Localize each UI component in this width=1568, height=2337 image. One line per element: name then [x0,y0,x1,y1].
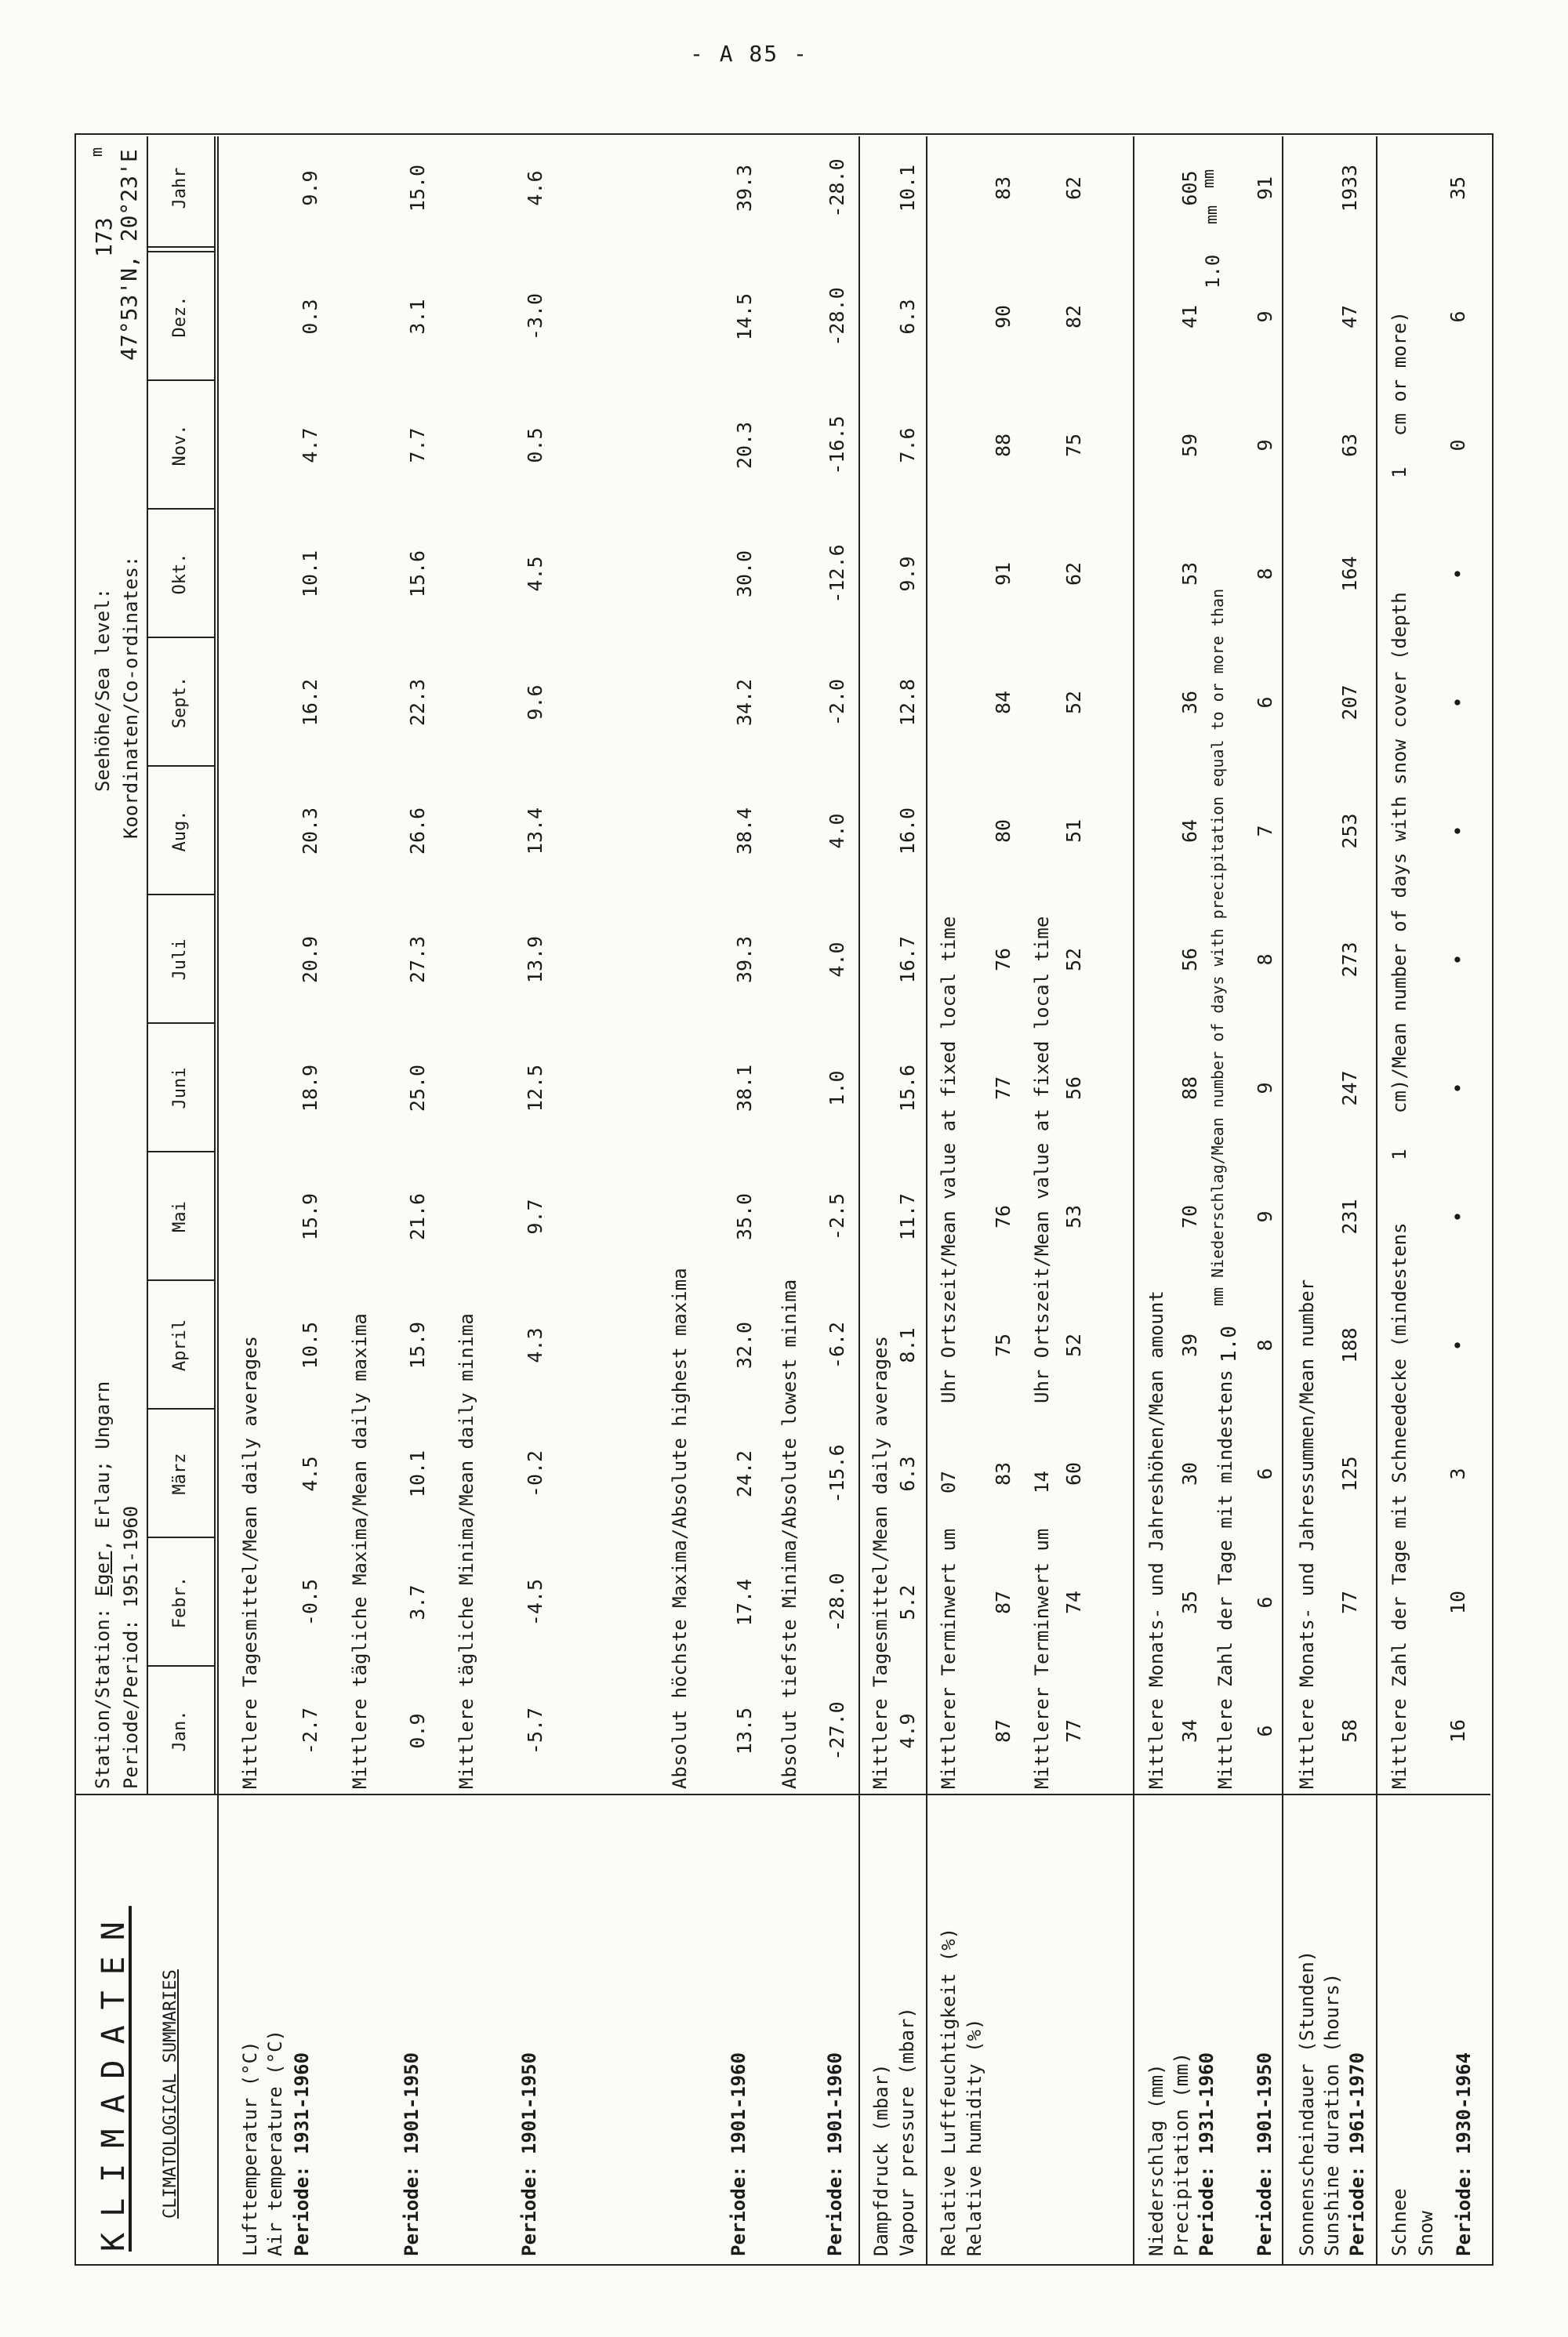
header-top-line [147,136,148,1795]
caption-precip-days-b: mm Niederschlag/Mean number of days with precipitation equal to or more than [1208,588,1227,1306]
air-temp-absmin-row-cell: 4.0 [826,813,848,849]
air-temp-max-row-cell: 15.0 [406,164,429,212]
caption-precip-amount: Mittlere Monats- und Jahreshöhen/Mean amount [1145,1290,1167,1789]
snow-days-row-cell: • [1446,1082,1469,1094]
caption-humidity-2b: Uhr Ortszeit/Mean value at fixed local time [1031,916,1053,1403]
air-temp-max-row-cell: 7.7 [406,427,429,463]
station-city: Eger [92,1551,114,1597]
air-temp-label-de: Lufttemperatur (°C) [239,2041,261,2256]
period-label: Periode/Period: [120,1619,142,1789]
precip-days-row-cell: 9 [1254,310,1276,323]
air-temp-absmin-row-cell: -6.2 [826,1321,848,1370]
humidity-07-row-cell: 87 [992,1718,1014,1744]
snow-days-row-cell: • [1446,696,1469,709]
vapour-label-de: Dampfdruck (mbar) [870,2063,892,2256]
snow-days-row-cell: • [1446,825,1469,837]
precip-amount-row-cell: 56 [1178,947,1201,972]
month-header-8: Aug. [170,810,190,852]
table-title: KLIMADATEN [96,1906,132,2252]
period-line [122,1506,140,1789]
humidity-14-row-cell: 82 [1062,304,1085,329]
air-temp-min-row-cell: 13.4 [524,807,546,855]
humidity-14-row-cell: 56 [1062,1076,1085,1101]
vapour-row-cell: 6.3 [896,299,919,335]
air-temp-absmax-row-cell: 24.2 [733,1450,756,1498]
air-temp-mean-row-cell: -0.5 [299,1578,321,1627]
month-divider [147,1279,214,1281]
air-temp-absmax-row-cell: 20.3 [733,421,756,470]
month-divider [147,379,214,381]
precip-days-row-cell: 7 [1254,825,1276,837]
precip-label-de: Niederschlag (mm) [1145,2063,1167,2256]
precip-amount-row-cell: 36 [1178,690,1201,715]
sunshine-row-cell: 273 [1338,942,1361,978]
precip-days-row-cell: 9 [1254,1210,1276,1223]
vapour-row-cell: 10.1 [896,164,919,212]
caption-vapour: Mittlere Tagesmittel/Mean daily averages [869,1336,891,1789]
caption-snow-c: cm or more) [1388,311,1410,436]
snow-label-de: Schnee [1388,2188,1410,2256]
vapour-row-cell: 4.9 [896,1713,919,1749]
air-temp-absmax-row-cell: 13.5 [733,1707,756,1755]
sunshine-row-cell: 253 [1338,813,1361,849]
vapour-row-cell: 9.9 [896,556,919,592]
humidity-14-row-cell: 52 [1062,690,1085,715]
humidity-07-row-cell: 87 [992,1590,1014,1615]
station-label: Station/Station: [92,1607,114,1789]
air-temp-min-row-cell: -4.5 [524,1578,546,1627]
humidity-14-row-cell: 62 [1062,561,1085,586]
air-temp-min-row-cell: 4.3 [524,1327,546,1363]
humidity-14-row-cell: 75 [1062,433,1085,458]
snow-days-row-cell: 35 [1446,176,1469,201]
precip-amount-row-cell: 88 [1178,1076,1201,1101]
air-temp-absmin-row-cell: 1.0 [826,1070,848,1106]
humidity-07-row-cell: 88 [992,433,1014,458]
air-temp-label-en: Air temperature (°C) [264,2030,286,2256]
vapour-row-cell: 5.2 [896,1584,919,1620]
coords-label: Koordinaten/Co-ordinates: [120,555,142,839]
month-header-11: Nov. [170,424,190,466]
month-divider [147,894,214,895]
caption-air-absmax: Absolut höchste Maxima/Absolute highest maxima [669,1268,691,1789]
humidity-14-row-cell: 53 [1062,1204,1085,1229]
label-column-divider [74,1794,1490,1795]
humidity-14-row-cell: 62 [1062,176,1085,201]
sunshine-period: Periode: 1961-1970 [1346,2052,1368,2256]
sunshine-row-cell: 188 [1338,1327,1361,1363]
air-temp-absmax-row-cell: 32.0 [733,1321,756,1370]
station-line [93,1381,112,1789]
air-temp-absmax-row-cell: 38.4 [733,807,756,855]
snow-label-en: Snow [1415,2211,1437,2256]
sunshine-row-cell: 1933 [1338,164,1361,212]
sunshine-row-cell: 47 [1338,304,1361,329]
section-divider [1282,136,1283,2266]
humidity-07-row-cell: 75 [992,1333,1014,1358]
precip-label-en: Precipitation (mm) [1171,2052,1192,2256]
humidity-07-row-cell: 76 [992,1204,1014,1229]
humidity-14-row-cell: 52 [1062,947,1085,972]
humidity-14-row-cell: 51 [1062,818,1085,844]
precip-amount-row-cell: 34 [1178,1718,1201,1744]
section-divider [1133,136,1134,2266]
climate-table [74,133,1494,2266]
caption-sunshine: Mittlere Monats- und Jahressummen/Mean number [1296,1279,1318,1789]
precip-days-row-cell: 6 [1254,1725,1276,1737]
air-temp-min-row-cell: 9.6 [524,684,546,720]
air-temp-absmin-row-cell: -16.5 [826,416,848,475]
air-temp-period-1: Periode: 1931-1960 [291,2052,313,2256]
air-temp-mean-row-cell: 20.9 [299,935,321,984]
humidity-07-row-cell: 80 [992,818,1014,844]
caption-precip-days-num2: 1.0 [1202,254,1224,288]
air-temp-mean-row-cell: 4.5 [299,1456,321,1492]
caption-snow-a: Mittlere Zahl der Tage mit Schneedecke (mindestens [1388,1222,1410,1789]
page-number: - A 85 - [690,41,808,67]
air-temp-max-row-cell: 26.6 [406,807,429,855]
caption-air-max: Mittlere tägliche Maxima/Mean daily maxima [349,1313,371,1789]
sunshine-row-cell: 164 [1338,556,1361,592]
air-temp-period-4: Periode: 1901-1960 [728,2052,750,2256]
caption-air-min: Mittlere tägliche Minima/Mean daily minima [456,1313,477,1789]
air-temp-mean-row-cell: 9.9 [299,170,321,206]
humidity-07-row-cell: 83 [992,1461,1014,1486]
precip-amount-row-cell: 30 [1178,1461,1201,1486]
precip-days-row-cell: 9 [1254,1082,1276,1094]
snow-days-row-cell: 16 [1446,1718,1469,1744]
vapour-row-cell: 6.3 [896,1456,919,1492]
humidity-14-row-cell: 52 [1062,1333,1085,1358]
air-temp-absmin-row-cell: -27.0 [826,1701,848,1761]
air-temp-absmax-row-cell: 38.1 [733,1064,756,1112]
table-subtitle: CLIMATOLOGICAL SUMMARIES [161,1969,180,2219]
air-temp-min-row-cell: 0.5 [524,427,546,463]
humidity-07-row-cell: 91 [992,561,1014,586]
snow-days-row-cell: • [1446,1210,1469,1223]
caption-snow-num: 1 [1388,1149,1410,1160]
precip-days-row-cell: 91 [1254,176,1276,201]
air-temp-min-row-cell: 4.5 [524,556,546,592]
air-temp-min-row-cell: -5.7 [524,1707,546,1755]
table-border [74,133,1494,2266]
caption-snow-b: cm)/Mean number of days with snow cover (depth [1388,592,1410,1113]
precip-amount-row-cell: 35 [1178,1590,1201,1615]
sunshine-row-cell: 58 [1338,1718,1361,1744]
month-divider [147,1537,214,1538]
air-temp-absmax-row-cell: 35.0 [733,1192,756,1241]
sunshine-row-cell: 231 [1338,1199,1361,1235]
rotated-table [74,133,1494,2266]
sunshine-label-de: Sonnenscheindauer (Stunden) [1296,1950,1318,2256]
air-temp-mean-row-cell: 10.5 [299,1321,321,1370]
air-temp-max-row-cell: 15.9 [406,1321,429,1370]
month-header-13: Jahr [170,167,190,209]
precip-amount-row-cell: 64 [1178,818,1201,844]
air-temp-absmax-row-cell: 39.3 [733,164,756,212]
snow-period: Periode: 1930-1964 [1453,2052,1475,2256]
station-rest: , Erlau; Ungarn [92,1381,114,1551]
sea-level-label: Seehöhe/Sea level: [92,587,114,792]
humidity-07-row-cell: 83 [992,176,1014,201]
precip-amount-row-cell: 39 [1178,1333,1201,1358]
vapour-row-cell: 16.0 [896,807,919,855]
air-temp-min-row-cell: 12.5 [524,1064,546,1112]
caption-humidity-1b: Uhr Ortszeit/Mean value at fixed local time [938,916,960,1403]
air-temp-mean-row-cell: 10.1 [299,550,321,598]
month-divider [147,508,214,510]
air-temp-absmin-row-cell: -15.6 [826,1444,848,1504]
precip-amount-row-cell: 605 [1178,170,1201,206]
vapour-row-cell: 8.1 [896,1327,919,1363]
caption-precip-unit: mm [1199,169,1218,188]
snow-days-row-cell: • [1446,1339,1469,1352]
humidity-07-row-cell: 77 [992,1076,1014,1101]
month-header-9: Sept. [170,676,190,729]
air-temp-absmin-row-cell: -2.0 [826,678,848,727]
caption-precip-days-a: Mittlere Zahl der Tage mit mindestens [1214,1370,1236,1789]
snow-days-row-cell: 6 [1446,310,1469,323]
humidity-14-row-cell: 74 [1062,1590,1085,1615]
vapour-row-cell: 16.7 [896,935,919,984]
air-temp-max-row-cell: 21.6 [406,1192,429,1241]
coords-value: 47°53'N, 20°23'E [116,149,142,361]
month-divider [147,251,214,252]
sea-level-value: 173 [91,217,117,257]
air-temp-mean-row-cell: 18.9 [299,1064,321,1112]
month-header-6: Juni [170,1067,190,1109]
humidity-14-row-cell: 77 [1062,1718,1085,1744]
air-temp-min-row-cell: -0.2 [524,1450,546,1498]
humidity-07-row-cell: 90 [992,304,1014,329]
section-divider [1376,136,1377,2266]
air-temp-mean-row-cell: -2.7 [299,1707,321,1755]
precip-amount-row-cell: 41 [1178,304,1201,329]
sea-level-unit: m [87,147,106,157]
caption-humidity-1-hour: 07 [938,1471,960,1493]
precip-days-row-cell: 6 [1254,1468,1276,1480]
section-divider [858,136,860,2266]
snow-days-row-cell: 3 [1446,1468,1469,1480]
vapour-label-en: Vapour pressure (mbar) [896,2007,918,2256]
humidity-label-en: Relative humidity (%) [964,2018,985,2256]
precip-amount-row-cell: 70 [1178,1204,1201,1229]
air-temp-period-3: Periode: 1901-1950 [518,2052,540,2256]
air-temp-max-row-cell: 25.0 [406,1064,429,1112]
snow-days-row-cell: • [1446,953,1469,966]
vapour-row-cell: 15.6 [896,1064,919,1112]
caption-snow-num2: 1 [1388,466,1410,478]
month-divider-double [147,246,214,248]
month-header-4: April [170,1319,190,1372]
month-header-10: Okt. [170,553,190,595]
humidity-14-row-cell: 60 [1062,1461,1085,1486]
air-temp-max-row-cell: 0.9 [406,1713,429,1749]
vapour-row-cell: 11.7 [896,1192,919,1241]
month-divider [147,1151,214,1152]
air-temp-mean-row-cell: 16.2 [299,678,321,727]
humidity-label-de: Relative Luftfeuchtigkeit (%) [938,1927,960,2256]
air-temp-max-row-cell: 15.6 [406,550,429,598]
air-temp-mean-row-cell: 0.3 [299,299,321,335]
precip-period-2: Periode: 1901-1950 [1254,2052,1276,2256]
humidity-07-row-cell: 76 [992,947,1014,972]
precip-days-row-cell: 8 [1254,1339,1276,1352]
precip-days-row-cell: 9 [1254,439,1276,452]
caption-humidity-1a: Mittlerer Terminwert um [938,1528,960,1789]
snow-days-row-cell: • [1446,568,1469,580]
month-divider [147,1665,214,1667]
air-temp-min-row-cell: -3.0 [524,292,546,341]
sunshine-row-cell: 247 [1338,1070,1361,1106]
air-temp-min-row-cell: 4.6 [524,170,546,206]
air-temp-max-row-cell: 3.1 [406,299,429,335]
air-temp-max-row-cell: 3.7 [406,1584,429,1620]
precip-amount-row-cell: 53 [1178,561,1201,586]
precip-amount-row-cell: 59 [1178,433,1201,458]
air-temp-absmin-row-cell: -28.0 [826,287,848,347]
month-header-7: Juli [170,938,190,981]
sunshine-label-en: Sunshine duration (hours) [1321,1972,1343,2256]
air-temp-absmax-row-cell: 14.5 [733,292,756,341]
air-temp-mean-row-cell: 15.9 [299,1192,321,1241]
section-divider [217,136,219,2266]
caption-precip-days-unit: mm [1202,205,1221,224]
air-temp-max-row-cell: 22.3 [406,678,429,727]
air-temp-absmin-row-cell: -2.5 [826,1192,848,1241]
sunshine-row-cell: 63 [1338,433,1361,458]
period-value: 1951-1960 [120,1505,142,1608]
month-header-12: Dez. [170,296,190,338]
air-temp-max-row-cell: 27.3 [406,935,429,984]
air-temp-absmax-row-cell: 30.0 [733,550,756,598]
caption-humidity-2-hour: 14 [1031,1471,1053,1493]
month-header-3: März [170,1453,190,1495]
sunshine-row-cell: 77 [1338,1590,1361,1615]
air-temp-mean-row-cell: 4.7 [299,427,321,463]
month-header-2: Febr. [170,1576,190,1629]
air-temp-absmax-row-cell: 34.2 [733,678,756,727]
air-temp-absmax-row-cell: 39.3 [733,935,756,984]
month-header-1: Jan. [170,1710,190,1752]
precip-period-1: Periode: 1931-1960 [1196,2052,1218,2256]
precip-days-row-cell: 8 [1254,568,1276,580]
snow-days-row-cell: 10 [1446,1590,1469,1615]
air-temp-absmin-row-cell: -28.0 [826,158,848,218]
air-temp-absmin-row-cell: -28.0 [826,1573,848,1632]
precip-days-row-cell: 6 [1254,1596,1276,1609]
caption-air-absmin: Absolut tiefste Minima/Absolute lowest minima [779,1279,800,1789]
vapour-row-cell: 12.8 [896,678,919,727]
air-temp-max-row-cell: 10.1 [406,1450,429,1498]
month-divider [147,1022,214,1024]
precip-days-row-cell: 8 [1254,953,1276,966]
sunshine-row-cell: 125 [1338,1456,1361,1492]
air-temp-period-2: Periode: 1901-1950 [401,2052,423,2256]
air-temp-period-5: Periode: 1901-1960 [824,2052,846,2256]
sunshine-row-cell: 207 [1338,684,1361,720]
caption-humidity-2a: Mittlerer Terminwert um [1031,1528,1053,1789]
air-temp-absmin-row-cell: -12.6 [826,544,848,604]
month-header-5: Mai [170,1201,190,1232]
month-divider [147,1408,214,1410]
snow-days-row-cell: 0 [1446,439,1469,452]
section-divider [926,136,927,2266]
header-bottom-line [214,136,216,1795]
air-temp-min-row-cell: 9.7 [524,1199,546,1235]
air-temp-mean-row-cell: 20.3 [299,807,321,855]
precip-days-row-cell: 6 [1254,696,1276,709]
vapour-row-cell: 7.6 [896,427,919,463]
month-divider [147,637,214,638]
air-temp-min-row-cell: 13.9 [524,935,546,984]
caption-air-mean: Mittlere Tagesmittel/Mean daily averages [239,1336,261,1789]
humidity-07-row-cell: 84 [992,690,1014,715]
air-temp-absmin-row-cell: 4.0 [826,942,848,978]
air-temp-absmax-row-cell: 17.4 [733,1578,756,1627]
caption-precip-days-num: 1.0 [1218,1326,1241,1363]
month-divider [147,765,214,767]
